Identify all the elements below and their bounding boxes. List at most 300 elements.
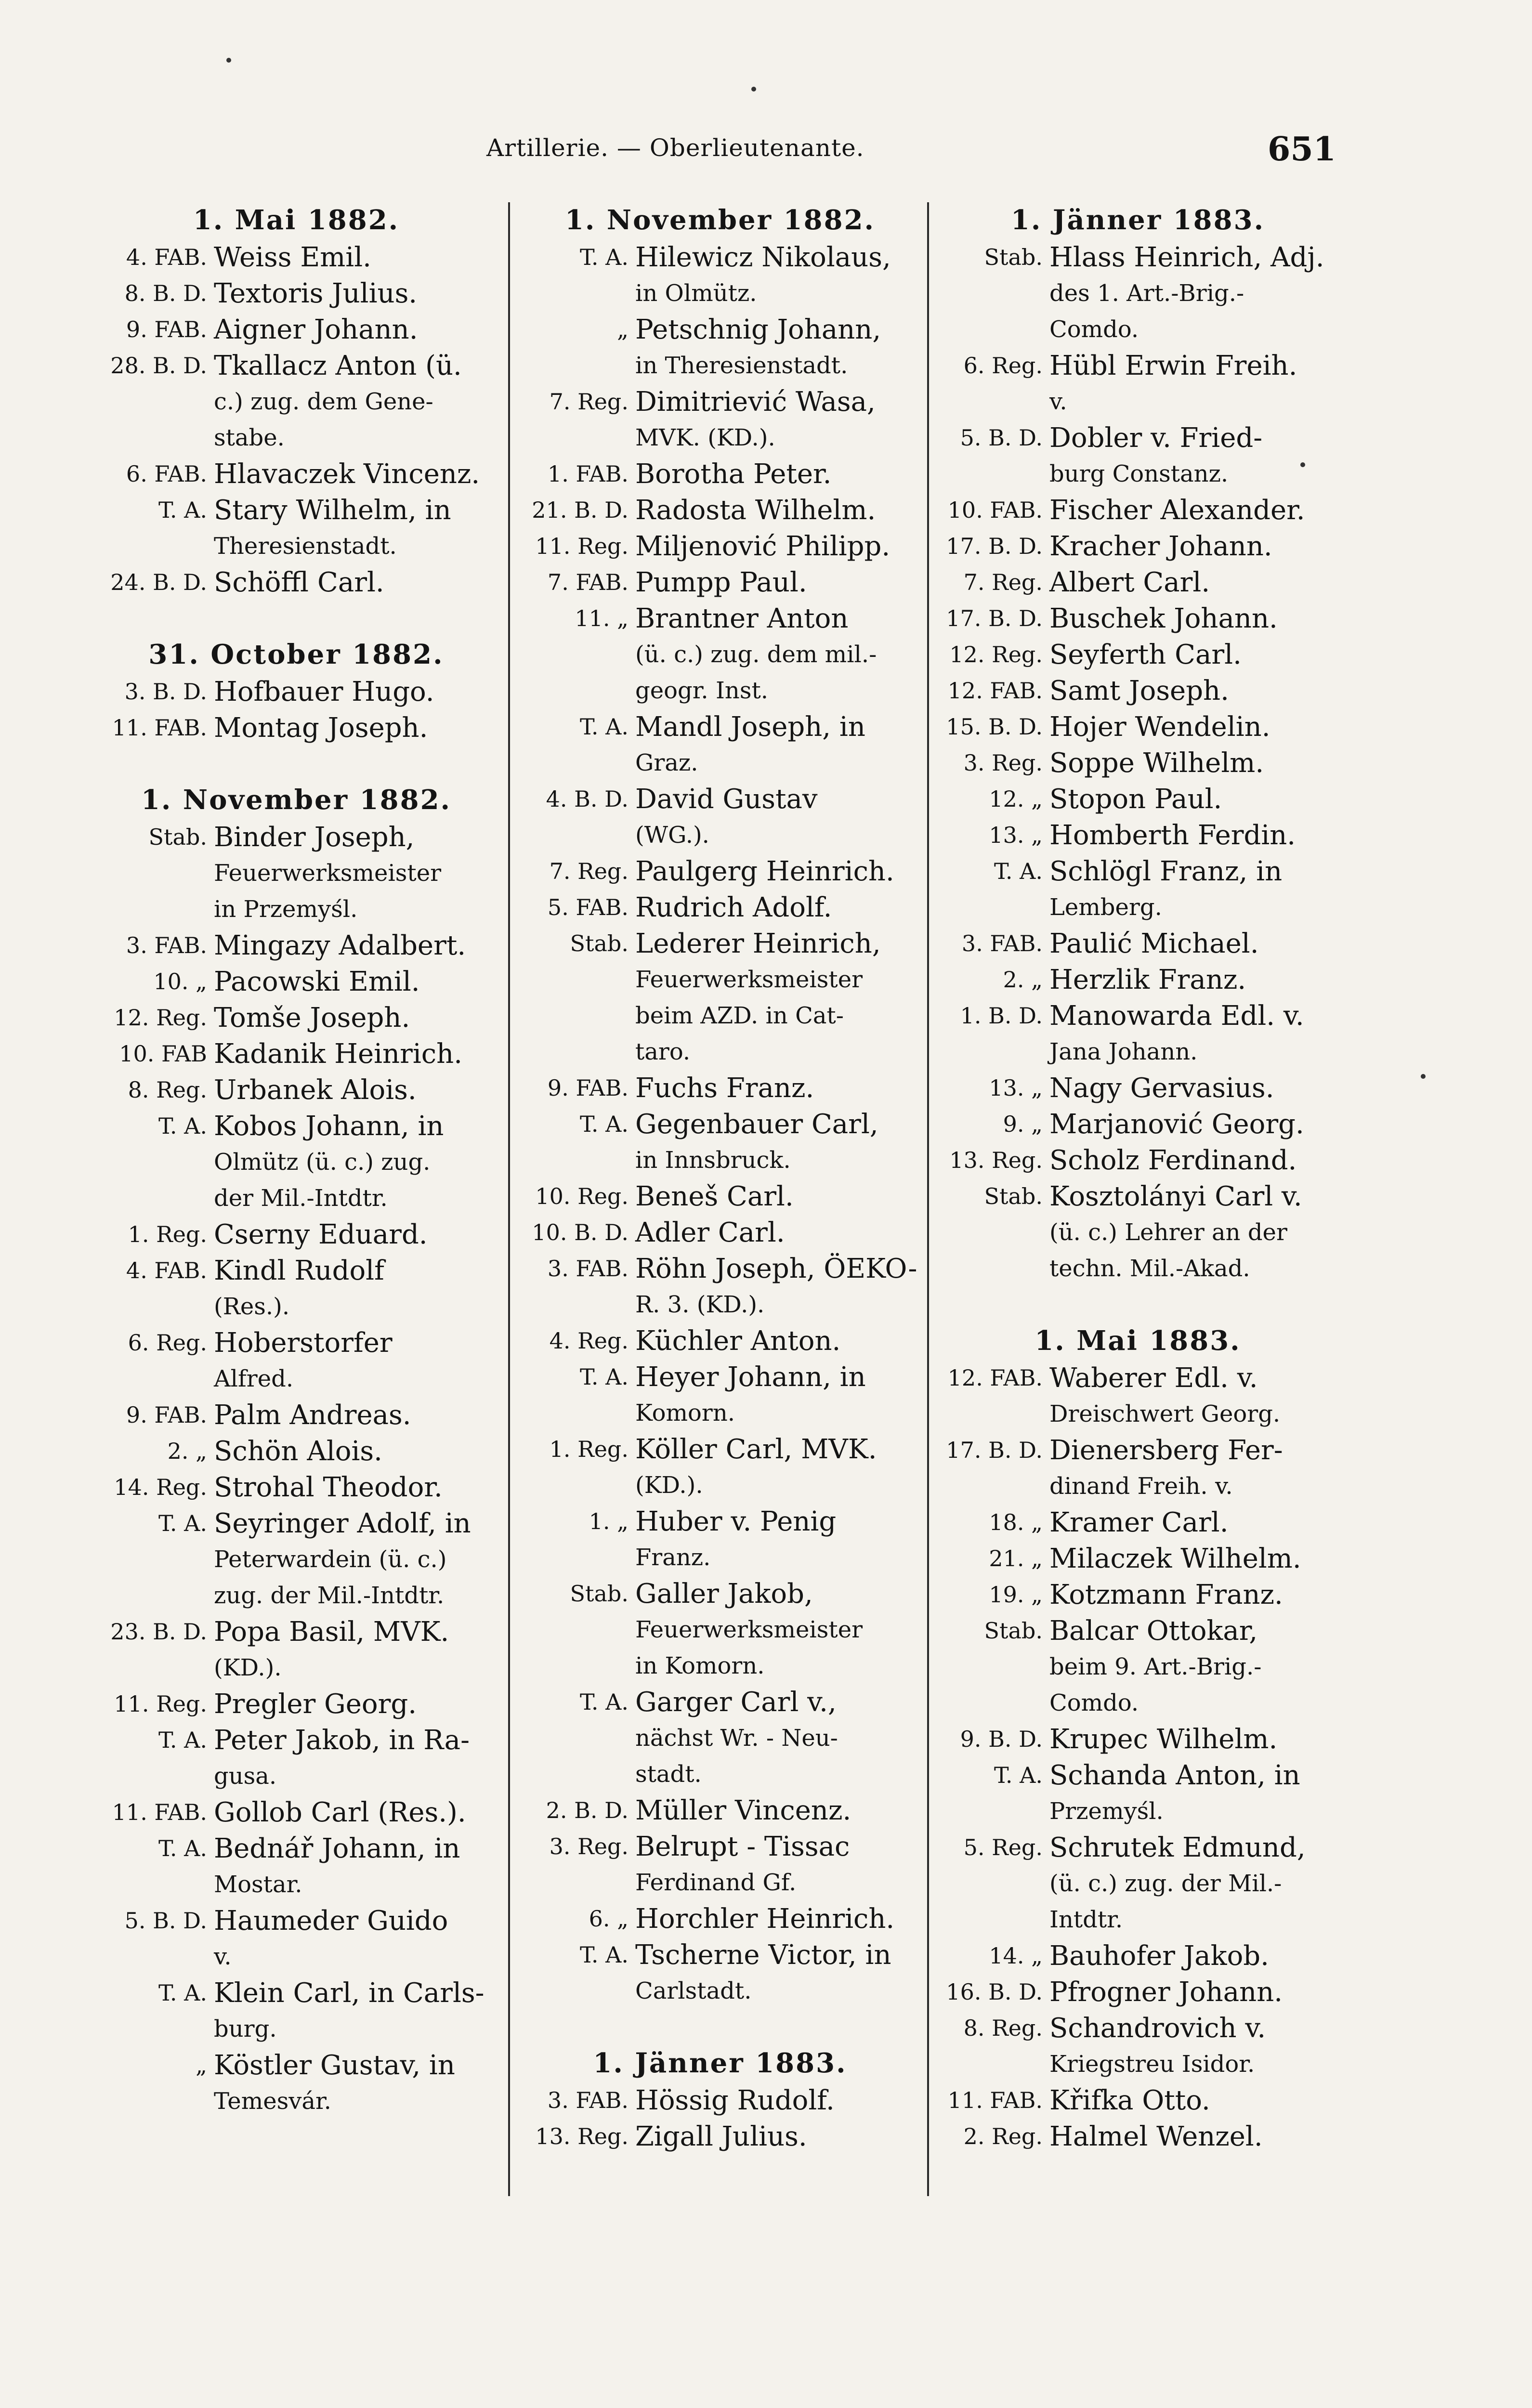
unit-label: 9. FAB. bbox=[547, 1075, 629, 1101]
officer-name: Fuchs Franz. bbox=[635, 1073, 814, 1104]
entry-continuation: in Przemyśl. bbox=[214, 896, 358, 923]
unit-label: 4. B. D. bbox=[546, 786, 629, 812]
list-item bbox=[932, 637, 1344, 673]
unit-label: 12. FAB. bbox=[947, 678, 1043, 704]
unit-label: Stab. bbox=[148, 824, 207, 850]
officer-name: Dienersberg Fer- bbox=[1049, 1435, 1283, 1466]
unit-label: 2. B. D. bbox=[546, 1797, 629, 1823]
unit-label: Stab. bbox=[984, 1618, 1043, 1644]
unit-label: 13. Reg. bbox=[949, 1147, 1043, 1173]
scan-speck bbox=[751, 87, 756, 92]
unit-label: 2. „ bbox=[1003, 967, 1043, 993]
officer-name: Petschnig Johann, bbox=[635, 314, 881, 345]
entry-continuation: Komorn. bbox=[635, 1400, 735, 1426]
entry-continuation: (WG.). bbox=[635, 822, 709, 849]
page-number: 651 bbox=[1268, 130, 1336, 169]
unit-label: 11. FAB. bbox=[947, 2087, 1043, 2113]
list-item bbox=[518, 384, 922, 456]
unit-label: 10. „ bbox=[153, 968, 207, 995]
officer-name: Milaczek Wilhelm. bbox=[1049, 1543, 1301, 1574]
officer-name: Hlavaczek Vincenz. bbox=[214, 458, 480, 490]
entry-continuation: in Innsbruck. bbox=[635, 1147, 791, 1174]
list-item bbox=[518, 528, 922, 564]
list-item bbox=[96, 492, 496, 564]
unit-label: 7. FAB. bbox=[547, 569, 629, 595]
officer-name: Halmel Wenzel. bbox=[1049, 2121, 1263, 2152]
list-item bbox=[932, 420, 1344, 492]
unit-label: 5. B. D. bbox=[124, 1908, 207, 1934]
list-item bbox=[932, 998, 1344, 1070]
officer-name: Binder Joseph, bbox=[214, 822, 415, 853]
list-item bbox=[932, 1757, 1344, 1830]
entry-continuation: Feuerwerksmeister bbox=[214, 860, 442, 887]
officer-name: Montag Joseph. bbox=[214, 712, 428, 744]
entry-continuation: gusa. bbox=[214, 1763, 277, 1790]
entry-continuation: (ü. c.) zug. der Mil.- bbox=[1049, 1870, 1282, 1897]
list-item bbox=[932, 709, 1344, 745]
unit-label: 1. „ bbox=[589, 1508, 629, 1534]
list-item bbox=[96, 1686, 496, 1722]
unit-label: 23. B. D. bbox=[110, 1619, 207, 1645]
list-item bbox=[932, 853, 1344, 926]
entry-continuation: Kriegstreu Isidor. bbox=[1049, 2051, 1255, 2078]
list-item bbox=[96, 1000, 496, 1036]
list-item bbox=[932, 2082, 1344, 2119]
unit-label: T. A. bbox=[579, 244, 629, 270]
list-item bbox=[932, 1142, 1344, 1178]
officer-name: Müller Vincenz. bbox=[635, 1795, 851, 1826]
unit-label: 4. FAB. bbox=[126, 1257, 207, 1283]
column-2 bbox=[518, 202, 922, 2155]
unit-label: 5. Reg. bbox=[963, 1834, 1043, 1860]
officer-name: Marjanović Georg. bbox=[1049, 1109, 1304, 1140]
officer-name: Paulgerg Heinrich. bbox=[635, 856, 894, 887]
unit-label: 18. „ bbox=[989, 1509, 1043, 1535]
unit-label: 2. Reg. bbox=[963, 2123, 1043, 2149]
entry-continuation: Dreischwert Georg. bbox=[1049, 1400, 1281, 1427]
list-item bbox=[96, 1831, 496, 1903]
running-title: Artillerie. — Oberlieutenante. bbox=[486, 134, 864, 162]
entry-continuation: Alfred. bbox=[214, 1365, 294, 1392]
officer-name: Scholz Ferdinand. bbox=[1049, 1145, 1297, 1176]
officer-name: Samt Joseph. bbox=[1049, 675, 1229, 707]
entry-continuation: Feuerwerksmeister bbox=[635, 1616, 863, 1643]
unit-label: 5. FAB. bbox=[547, 894, 629, 920]
entry-continuation: Temesvár. bbox=[214, 2088, 331, 2115]
list-item bbox=[96, 239, 496, 275]
unit-label: 12. „ bbox=[989, 786, 1043, 812]
officer-name: Waberer Edl. v. bbox=[1049, 1362, 1258, 1394]
unit-label: 8. B. D. bbox=[124, 280, 207, 306]
entry-continuation: R. 3. (KD.). bbox=[635, 1291, 765, 1318]
entry-continuation: Ferdinand Gf. bbox=[635, 1869, 797, 1896]
unit-label: „ bbox=[617, 316, 629, 342]
unit-label: 11. FAB. bbox=[112, 1799, 207, 1825]
officer-name: Hlass Heinrich, Adj. bbox=[1049, 242, 1324, 273]
unit-label: 9. FAB. bbox=[126, 1402, 207, 1428]
officer-name: Adler Carl. bbox=[635, 1217, 785, 1248]
list-item bbox=[518, 312, 922, 384]
list-item bbox=[932, 926, 1344, 962]
unit-label: 3. FAB. bbox=[547, 1256, 629, 1282]
officer-name: Hössig Rudolf. bbox=[635, 2085, 835, 2116]
unit-label: T. A. bbox=[158, 1980, 207, 2006]
officer-name: David Gustav bbox=[635, 784, 818, 815]
officer-name: Krupec Wilhelm. bbox=[1049, 1724, 1278, 1755]
officer-name: Kindl Rudolf bbox=[214, 1255, 384, 1286]
list-item bbox=[518, 926, 922, 1070]
officer-name: Herzlik Franz. bbox=[1049, 964, 1246, 995]
entry-continuation: Graz. bbox=[635, 749, 698, 776]
officer-name: Kadanik Heinrich. bbox=[214, 1038, 463, 1070]
officer-name: Peter Jakob, in Ra- bbox=[214, 1725, 470, 1756]
officer-name: Borotha Peter. bbox=[635, 458, 832, 490]
unit-label: 1. B. D. bbox=[960, 1003, 1043, 1029]
list-item bbox=[932, 564, 1344, 601]
officer-name: Pregler Georg. bbox=[214, 1688, 417, 1720]
officer-name: Schandrovich v. bbox=[1049, 2013, 1266, 2044]
list-item bbox=[96, 1253, 496, 1325]
officer-name: Textoris Julius. bbox=[214, 278, 418, 309]
unit-label: 8. Reg. bbox=[128, 1077, 207, 1103]
list-item bbox=[96, 1722, 496, 1794]
entry-continuation: zug. der Mil.-Intdtr. bbox=[214, 1582, 445, 1609]
unit-label: 3. FAB. bbox=[547, 2087, 629, 2113]
officer-name: Schöffl Carl. bbox=[214, 567, 384, 598]
list-item bbox=[932, 528, 1344, 564]
unit-label: 28. B. D. bbox=[110, 353, 207, 379]
officer-name: Pacowski Emil. bbox=[214, 966, 420, 997]
list-item bbox=[96, 819, 496, 928]
unit-label: 1. FAB. bbox=[547, 461, 629, 487]
list-item bbox=[518, 492, 922, 528]
officer-name: Aigner Johann. bbox=[214, 314, 418, 345]
unit-label: Stab. bbox=[570, 1581, 629, 1607]
date-heading: 1. Jänner 1883. bbox=[593, 2047, 847, 2079]
list-item bbox=[932, 962, 1344, 998]
unit-label: 9. FAB. bbox=[126, 316, 207, 342]
entry-continuation: (KD.). bbox=[635, 1472, 703, 1499]
entry-continuation: (KD.). bbox=[214, 1654, 282, 1681]
list-item bbox=[96, 312, 496, 348]
list-item bbox=[96, 674, 496, 710]
list-item bbox=[518, 1251, 922, 1323]
entry-continuation: geogr. Inst. bbox=[635, 677, 768, 704]
officer-name: Galler Jakob, bbox=[635, 1578, 813, 1610]
unit-label: 17. B. D. bbox=[946, 1437, 1043, 1463]
unit-label: 10. FAB. bbox=[947, 497, 1043, 523]
unit-label: 3. FAB. bbox=[961, 930, 1043, 956]
officer-name: Mingazy Adalbert. bbox=[214, 930, 466, 961]
entry-continuation: burg. bbox=[214, 2015, 277, 2042]
unit-label: 16. B. D. bbox=[946, 1979, 1043, 2005]
unit-label: 1. Reg. bbox=[549, 1436, 629, 1462]
officer-name: Manowarda Edl. v. bbox=[1049, 1000, 1304, 1032]
officer-name: Heyer Johann, in bbox=[635, 1361, 866, 1393]
list-item bbox=[518, 1504, 922, 1576]
officer-name: Brantner Anton bbox=[635, 603, 849, 634]
entry-continuation: (ü. c.) Lehrer an der bbox=[1049, 1219, 1287, 1246]
list-item bbox=[96, 1614, 496, 1686]
officer-name: Röhn Joseph, ÖEKO- bbox=[635, 1253, 917, 1284]
officer-name: Kosztolányi Carl v. bbox=[1049, 1181, 1302, 1212]
entry-continuation: stabe. bbox=[214, 424, 285, 451]
officer-name: Zigall Julius. bbox=[635, 2121, 807, 2152]
date-heading: 1. November 1882. bbox=[141, 784, 452, 816]
unit-label: 5. B. D. bbox=[960, 425, 1043, 451]
unit-label: 6. „ bbox=[589, 1906, 629, 1932]
officer-name: Stary Wilhelm, in bbox=[214, 495, 451, 526]
officer-name: Strohal Theodor. bbox=[214, 1472, 443, 1503]
unit-label: T. A. bbox=[579, 1111, 629, 1137]
list-item bbox=[96, 1469, 496, 1505]
list-item bbox=[518, 1793, 922, 1829]
scan-speck bbox=[1421, 1074, 1426, 1079]
list-item bbox=[518, 1178, 922, 1215]
list-item bbox=[932, 2119, 1344, 2155]
unit-label: 11. FAB. bbox=[112, 715, 207, 741]
entry-continuation: Mostar. bbox=[214, 1871, 302, 1898]
unit-label: 3. B. D. bbox=[124, 679, 207, 705]
officer-name: Stopon Paul. bbox=[1049, 784, 1222, 815]
date-heading: 1. Jänner 1883. bbox=[1010, 204, 1265, 236]
officer-name: Hoberstorfer bbox=[214, 1327, 393, 1359]
unit-label: 10. FAB bbox=[119, 1041, 207, 1067]
officer-name: Soppe Wilhelm. bbox=[1049, 747, 1264, 779]
unit-label: 1. Reg. bbox=[128, 1221, 207, 1247]
unit-label: Stab. bbox=[984, 244, 1043, 270]
entry-continuation: der Mil.-Intdtr. bbox=[214, 1185, 388, 1212]
entry-continuation: techn. Mil.-Akad. bbox=[1049, 1255, 1250, 1282]
officer-name: Weiss Emil. bbox=[214, 242, 371, 273]
entry-continuation: c.) zug. dem Gene- bbox=[214, 388, 433, 415]
list-item bbox=[932, 239, 1344, 348]
list-item bbox=[96, 275, 496, 312]
officer-name: Lederer Heinrich, bbox=[635, 928, 881, 959]
entry-continuation: taro. bbox=[635, 1038, 691, 1065]
unit-label: T. A. bbox=[158, 1727, 207, 1753]
unit-label: 3. Reg. bbox=[549, 1833, 629, 1859]
list-item bbox=[932, 601, 1344, 637]
list-item bbox=[932, 1178, 1344, 1287]
list-item bbox=[518, 781, 922, 853]
entry-continuation: v. bbox=[214, 1943, 232, 1970]
list-item bbox=[96, 1108, 496, 1217]
officer-name: Kracher Johann. bbox=[1049, 531, 1272, 562]
officer-name: Schlögl Franz, in bbox=[1049, 856, 1283, 887]
list-item bbox=[518, 601, 922, 709]
unit-label: Stab. bbox=[570, 930, 629, 956]
unit-label: 9. B. D. bbox=[960, 1726, 1043, 1752]
list-item bbox=[96, 564, 496, 601]
list-item bbox=[518, 2119, 922, 2155]
list-item bbox=[518, 1829, 922, 1901]
unit-label: 24. B. D. bbox=[110, 569, 207, 595]
entry-continuation: Intdtr. bbox=[1049, 1906, 1123, 1933]
list-item bbox=[932, 1830, 1344, 1938]
officer-name: Haumeder Guido bbox=[214, 1905, 448, 1937]
list-item bbox=[96, 1794, 496, 1831]
officer-name: Gegenbauer Carl, bbox=[635, 1109, 878, 1140]
list-item bbox=[518, 239, 922, 312]
list-item bbox=[518, 709, 922, 781]
entry-continuation: Przemyśl. bbox=[1049, 1798, 1164, 1825]
officer-name: Křifka Otto. bbox=[1049, 2085, 1210, 2116]
officer-name: Cserny Eduard. bbox=[214, 1219, 428, 1250]
list-item bbox=[932, 1577, 1344, 1613]
entry-continuation: burg Constanz. bbox=[1049, 460, 1229, 487]
officer-name: Kobos Johann, in bbox=[214, 1111, 444, 1142]
list-item bbox=[518, 1576, 922, 1684]
officer-name: Urbanek Alois. bbox=[214, 1074, 417, 1106]
unit-label: T. A. bbox=[158, 1113, 207, 1139]
unit-label: 3. FAB. bbox=[126, 932, 207, 958]
unit-label: 11. Reg. bbox=[114, 1691, 207, 1717]
unit-label: 4. FAB. bbox=[126, 244, 207, 270]
list-item bbox=[932, 1070, 1344, 1106]
list-item bbox=[518, 1070, 922, 1106]
entry-continuation: MVK. (KD.). bbox=[635, 424, 775, 451]
list-item bbox=[932, 492, 1344, 528]
entry-continuation: beim 9. Art.-Brig.- bbox=[1049, 1653, 1262, 1680]
list-item bbox=[96, 1975, 496, 2047]
officer-name: Hübl Erwin Freih. bbox=[1049, 350, 1297, 381]
unit-label: T. A. bbox=[158, 497, 207, 523]
unit-label: 9. „ bbox=[1003, 1111, 1043, 1137]
officer-name: Rudrich Adolf. bbox=[635, 892, 832, 923]
list-item bbox=[518, 1106, 922, 1178]
list-item bbox=[96, 348, 496, 456]
officer-name: Hilewicz Nikolaus, bbox=[635, 242, 891, 273]
officer-name: Popa Basil, MVK. bbox=[214, 1616, 449, 1648]
officer-name: Garger Carl v., bbox=[635, 1687, 837, 1718]
unit-label: 10. Reg. bbox=[535, 1183, 629, 1209]
officer-name: Schön Alois. bbox=[214, 1436, 382, 1467]
list-item bbox=[932, 348, 1344, 420]
unit-label: 8. Reg. bbox=[963, 2015, 1043, 2041]
date-heading: 1. Mai 1883. bbox=[1034, 1325, 1241, 1357]
list-item bbox=[932, 673, 1344, 709]
unit-label: 10. B. D. bbox=[532, 1219, 629, 1245]
list-item bbox=[96, 1325, 496, 1397]
list-item bbox=[518, 1215, 922, 1251]
officer-name: Homberth Ferdin. bbox=[1049, 820, 1296, 851]
entry-continuation: Lemberg. bbox=[1049, 894, 1162, 921]
officer-name: Klein Carl, in Carls- bbox=[214, 1977, 484, 2009]
list-item bbox=[518, 456, 922, 492]
officer-name: Huber v. Penig bbox=[635, 1506, 837, 1537]
list-item bbox=[96, 710, 496, 746]
unit-label: 13. Reg. bbox=[535, 2123, 629, 2149]
list-item bbox=[96, 928, 496, 964]
list-item bbox=[96, 1036, 496, 1072]
date-heading: 1. Mai 1882. bbox=[193, 204, 400, 236]
entry-continuation: Comdo. bbox=[1049, 316, 1139, 343]
officer-name: Köstler Gustav, in bbox=[214, 2050, 455, 2081]
officer-name: Schanda Anton, in bbox=[1049, 1760, 1300, 1791]
officer-name: Schrutek Edmund, bbox=[1049, 1832, 1306, 1863]
entry-continuation: Franz. bbox=[635, 1544, 711, 1571]
list-item bbox=[518, 1431, 922, 1504]
unit-label: 2. „ bbox=[167, 1438, 207, 1464]
date-heading: 1. November 1882. bbox=[564, 204, 876, 236]
entry-continuation: (ü. c.) zug. dem mil.- bbox=[635, 641, 877, 668]
list-item bbox=[932, 1106, 1344, 1142]
officer-name: Radosta Wilhelm. bbox=[635, 495, 876, 526]
column-1 bbox=[96, 202, 496, 2120]
unit-label: 7. Reg. bbox=[549, 389, 629, 415]
list-item bbox=[932, 1721, 1344, 1757]
entry-continuation: Jana Johann. bbox=[1049, 1038, 1198, 1065]
list-item bbox=[932, 817, 1344, 853]
unit-label: 13. „ bbox=[989, 1075, 1043, 1101]
officer-name: Paulić Michael. bbox=[1049, 928, 1259, 959]
officer-name: Belrupt - Tissac bbox=[635, 1831, 850, 1862]
entry-continuation: Peterwardein (ü. c.) bbox=[214, 1546, 447, 1573]
officer-name: Horchler Heinrich. bbox=[635, 1903, 895, 1935]
unit-label: 14. „ bbox=[989, 1943, 1043, 1969]
entry-continuation: stadt. bbox=[635, 1761, 702, 1788]
unit-label: T. A. bbox=[994, 1762, 1043, 1788]
unit-label: 21. „ bbox=[989, 1545, 1043, 1571]
officer-name: Fischer Alexander. bbox=[1049, 495, 1305, 526]
unit-label: 6. Reg. bbox=[963, 353, 1043, 379]
officer-name: Tkallacz Anton (ü. bbox=[214, 350, 462, 381]
list-item bbox=[96, 2047, 496, 2120]
unit-label: T. A. bbox=[579, 1689, 629, 1715]
officer-name: Seyringer Adolf, in bbox=[214, 1508, 471, 1539]
entry-continuation: des 1. Art.-Brig.- bbox=[1049, 280, 1244, 307]
entry-continuation: nächst Wr. - Neu- bbox=[635, 1725, 838, 1752]
unit-label: „ bbox=[196, 2052, 207, 2078]
unit-label: 14. Reg. bbox=[114, 1474, 207, 1500]
officer-name: Beneš Carl. bbox=[635, 1181, 794, 1212]
unit-label: T. A. bbox=[579, 1942, 629, 1968]
unit-label: 12. Reg. bbox=[114, 1005, 207, 1031]
entry-continuation: (Res.). bbox=[214, 1293, 290, 1320]
list-item bbox=[932, 1541, 1344, 1577]
list-item bbox=[518, 890, 922, 926]
officer-name: Bednář Johann, in bbox=[214, 1833, 460, 1864]
list-item bbox=[518, 1901, 922, 1937]
list-item bbox=[96, 1217, 496, 1253]
entry-continuation: in Theresienstadt. bbox=[635, 352, 848, 379]
officer-name: Pfrogner Johann. bbox=[1049, 1976, 1283, 2008]
list-item bbox=[518, 564, 922, 601]
officer-name: Kotzmann Franz. bbox=[1049, 1579, 1283, 1610]
officer-name: Mandl Joseph, in bbox=[635, 711, 865, 743]
list-item bbox=[96, 1433, 496, 1469]
officer-name: Nagy Gervasius. bbox=[1049, 1073, 1274, 1104]
entry-continuation: Carlstadt. bbox=[635, 1977, 752, 2004]
unit-label: 19. „ bbox=[989, 1582, 1043, 1608]
officer-name: Tomše Joseph. bbox=[214, 1002, 410, 1034]
unit-label: T. A. bbox=[158, 1835, 207, 1861]
entry-continuation: Olmütz (ü. c.) zug. bbox=[214, 1149, 431, 1176]
list-item bbox=[518, 1359, 922, 1431]
officer-name: Küchler Anton. bbox=[635, 1325, 841, 1357]
unit-label: 15. B. D. bbox=[946, 714, 1043, 740]
officer-name: Buschek Johann. bbox=[1049, 603, 1278, 634]
unit-label: T. A. bbox=[579, 714, 629, 740]
list-item bbox=[932, 745, 1344, 781]
list-item bbox=[932, 1360, 1344, 1432]
officer-name: Pumpp Paul. bbox=[635, 567, 807, 598]
entry-continuation: v. bbox=[1049, 388, 1067, 415]
officer-name: Balcar Ottokar, bbox=[1049, 1615, 1258, 1647]
list-item bbox=[932, 1432, 1344, 1505]
unit-label: 17. B. D. bbox=[946, 533, 1043, 559]
